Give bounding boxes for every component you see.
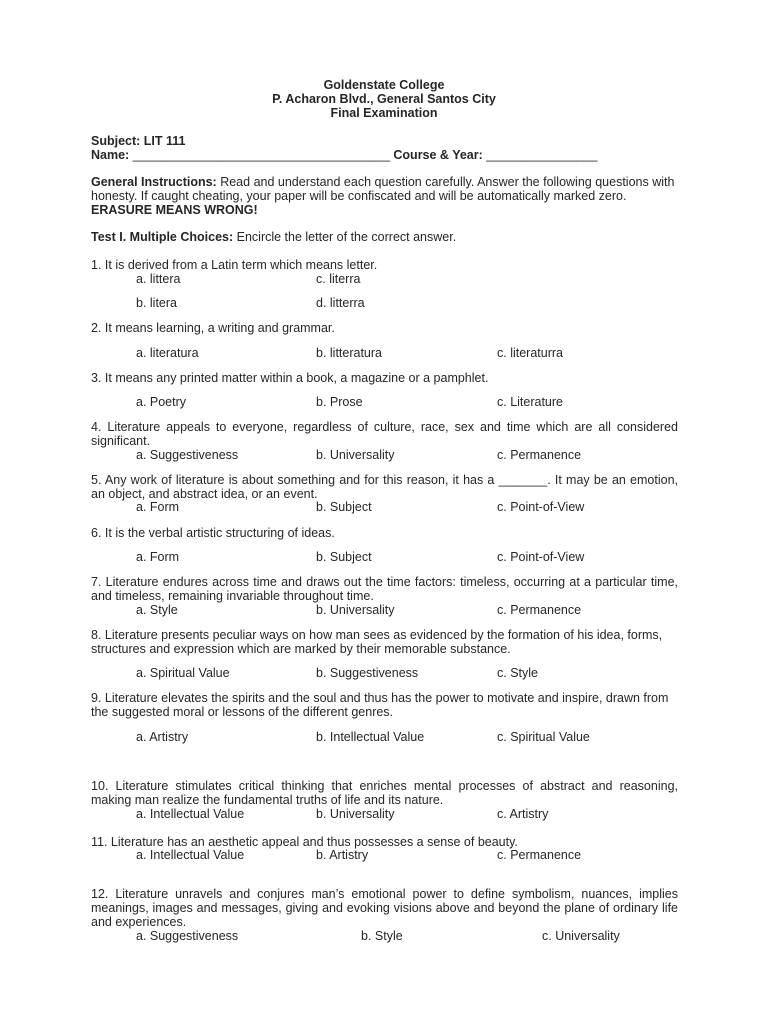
- q5-option-c: c. Point-of-View: [497, 500, 585, 514]
- instructions-label: General Instructions:: [91, 175, 217, 189]
- q6-option-c: c. Point-of-View: [497, 550, 585, 564]
- q9-option-a: a. Artistry: [136, 730, 189, 744]
- name-course-line: [91, 148, 678, 162]
- test1-heading: [91, 230, 678, 244]
- question-10: 10. Literature stimulates critical thinking that enriches mental processes of abstract and reasoning, making man realize the fundamental truths of life and its nature.: [91, 779, 678, 807]
- instructions-text: Read and understand each question carefully. Answer the following questions with honesty. If caught cheating, your paper will be confiscated and will be automatically marked zero.: [91, 175, 675, 203]
- name-label: Name:: [91, 148, 133, 162]
- q12-option-c: c. Universality: [542, 929, 620, 943]
- q4-option-c: c. Permanence: [497, 448, 582, 462]
- q11-option-b: b. Artistry: [316, 848, 369, 862]
- course-year-blank: ________________: [486, 148, 598, 162]
- q2-option-a: a. literatura: [136, 346, 199, 360]
- name-blank: _____________________________________: [132, 148, 390, 162]
- question-5: 5. Any work of literature is about something and for this reason, it has a _______. It may be an emotion, an object, and abstract idea, or an event.: [91, 473, 678, 501]
- q7-option-c: c. Permanence: [497, 603, 582, 617]
- subject-line: Subject: LIT 111: [91, 134, 186, 148]
- question-12: 12. Literature unravels and conjures man’s emotional power to define symbolism, nuances, implies meanings, images and messages, giving and evoking visions above and beyond the plane of ordinary life and experiences.: [91, 887, 678, 929]
- test1-label: Test I. Multiple Choices:: [91, 230, 234, 244]
- q1-option-c: c. literra: [316, 272, 361, 286]
- q11-option-a: a. Intellectual Value: [136, 848, 245, 862]
- q3-option-b: b. Prose: [316, 395, 363, 409]
- question-11: 11. Literature has an aesthetic appeal and thus possesses a sense of beauty.: [91, 835, 518, 849]
- q1-option-b: b. litera: [136, 296, 177, 310]
- instructions-emphasis: ERASURE MEANS WRONG!: [91, 203, 258, 217]
- q2-option-b: b. litteratura: [316, 346, 383, 360]
- school-name: Goldenstate College: [323, 78, 445, 92]
- exam-title: Final Examination: [330, 106, 438, 120]
- question-8: 8. Literature presents peculiar ways on how man sees as evidenced by the formation of his idea, forms, structures and expression which are marked by their memorable substance.: [91, 628, 663, 656]
- q8-option-c: c. Style: [497, 666, 538, 680]
- q5-option-b: b. Subject: [316, 500, 372, 514]
- q9-option-b: b. Intellectual Value: [316, 730, 425, 744]
- q3-option-c: c. Literature: [497, 395, 564, 409]
- q6-option-b: b. Subject: [316, 550, 372, 564]
- q2-option-c: c. literaturra: [497, 346, 563, 360]
- question-7: 7. Literature endures across time and draws out the time factors: timeless, occurring at a particular time, and timeless, remaining invariable throughout time.: [91, 575, 678, 603]
- q12-option-b: b. Style: [361, 929, 403, 943]
- q1-option-d: d. litterra: [316, 296, 365, 310]
- q1-option-a: a. littera: [136, 272, 181, 286]
- q6-option-a: a. Form: [136, 550, 180, 564]
- question-1: 1. It is derived from a Latin term which means letter.: [91, 258, 378, 272]
- question-9: 9. Literature elevates the spirits and the soul and thus has the power to motivate and inspire, drawn from the suggested moral or lessons of the different genres.: [91, 691, 669, 719]
- school-address: P. Acharon Blvd., General Santos City: [272, 92, 496, 106]
- q7-option-b: b. Universality: [316, 603, 395, 617]
- question-2: 2. It means learning, a writing and grammar.: [91, 321, 335, 335]
- q7-option-a: a. Style: [136, 603, 178, 617]
- q10-option-c: c. Artistry: [497, 807, 549, 821]
- question-3: 3. It means any printed matter within a book, a magazine or a pamphlet.: [91, 371, 489, 385]
- q10-option-a: a. Intellectual Value: [136, 807, 245, 821]
- question-6: 6. It is the verbal artistic structuring of ideas.: [91, 526, 335, 540]
- q11-option-c: c. Permanence: [497, 848, 582, 862]
- general-instructions: [91, 175, 678, 217]
- q4-option-b: b. Universality: [316, 448, 395, 462]
- q10-option-b: b. Universality: [316, 807, 395, 821]
- test1-text: Encircle the letter of the correct answer.: [233, 230, 457, 244]
- question-4: 4. Literature appeals to everyone, regardless of culture, race, sex and time which are all considered significant.: [91, 420, 678, 448]
- q3-option-a: a. Poetry: [136, 395, 187, 409]
- q5-option-a: a. Form: [136, 500, 180, 514]
- course-year-label: Course & Year:: [389, 148, 487, 162]
- q4-option-a: a. Suggestiveness: [136, 448, 239, 462]
- q8-option-b: b. Suggestiveness: [316, 666, 419, 680]
- q8-option-a: a. Spiritual Value: [136, 666, 230, 680]
- q9-option-c: c. Spiritual Value: [497, 730, 590, 744]
- q12-option-a: a. Suggestiveness: [136, 929, 239, 943]
